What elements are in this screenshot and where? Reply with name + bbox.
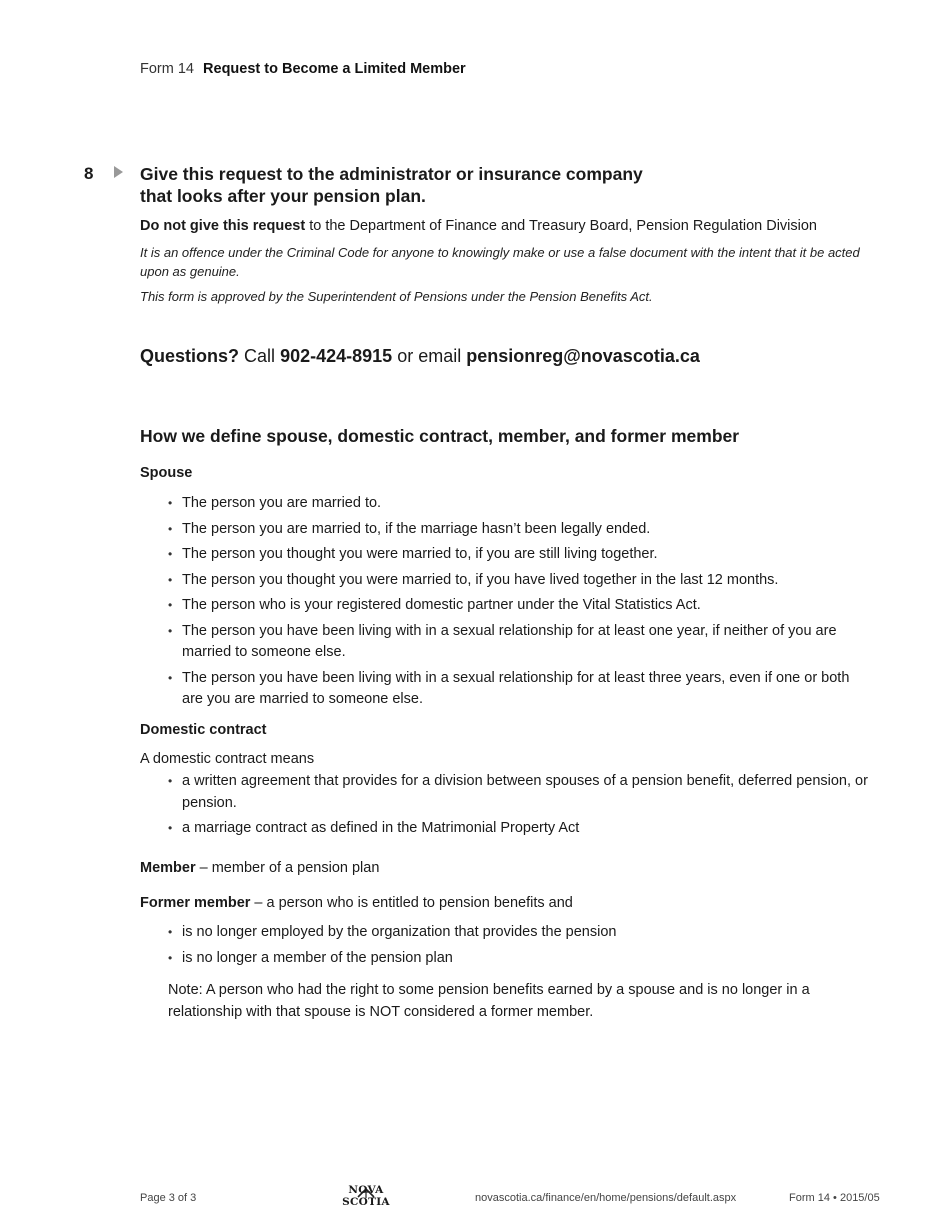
questions-line [140, 346, 700, 367]
domestic-intro: A domestic contract means [140, 751, 315, 767]
logo-text: NOVA SCOTIA [342, 1184, 390, 1208]
footer-bullet: • [833, 1192, 837, 1204]
footer-date: 2015/05 [839, 1192, 880, 1204]
questions-or-email: or email [397, 346, 462, 366]
list-item: • The person you are married to, if the marriage hasn’t been legally ended. [168, 519, 868, 541]
questions-label: Questions? [140, 346, 240, 366]
page-header [140, 61, 466, 77]
list-item: • is no longer employed by the organization that provides the pension [168, 922, 868, 944]
form-label: Form 14 [140, 61, 194, 77]
member-term: Member [140, 860, 196, 876]
list-item: • The person you have been living with in a sexual relationship for at least one year, if neither of you are married to someone else. [168, 621, 868, 664]
nova-scotia-logo [326, 1186, 406, 1208]
list-item: • The person who is your registered domestic partner under the Vital Statistics Act. [168, 595, 868, 617]
step-number: 8 [84, 164, 94, 183]
do-not-give-rest: to the Department of Finance and Treasury Board, Pension Regulation Division [305, 218, 817, 234]
footer-url[interactable]: novascotia.ca/finance/en/home/pensions/default.aspx [475, 1192, 737, 1204]
form-title: Request to Become a Limited Member [203, 61, 466, 77]
domestic-heading: Domestic contract [140, 722, 267, 738]
step-arrow-icon [114, 166, 123, 178]
former-member-list [168, 922, 868, 973]
former-member-note: Note: A person who had the right to some pension benefits earned by a spouse and is no longer in a relationship with that spouse is NOT considered a former member. [168, 982, 810, 1020]
footer-form-id [789, 1192, 880, 1204]
step-heading-line2: that looks after your pension plan. [140, 186, 426, 206]
list-item: • The person you thought you were married to, if you have lived together in the last 12 months. [168, 570, 868, 592]
step-heading [140, 163, 643, 207]
phone-number[interactable]: 902-424-8915 [280, 346, 393, 366]
former-member-text: – a person who is entitled to pension benefits and [250, 895, 573, 911]
definitions-title: How we define spouse, domestic contract, member, and former member [140, 426, 740, 446]
page-number: Page 3 of 3 [140, 1192, 197, 1204]
list-item: • The person you thought you were married to, if you are still living together. [168, 544, 868, 566]
do-not-give-line [140, 216, 880, 237]
list-item: • a written agreement that provides for a division between spouses of a pension benefit, deferred pension, or pension. [168, 771, 868, 814]
former-member-definition [140, 893, 880, 914]
list-item: • a marriage contract as defined in the Matrimonial Property Act [168, 818, 868, 840]
footer-form-label: Form 14 [789, 1192, 830, 1204]
list-item: • is no longer a member of the pension plan [168, 948, 868, 970]
member-text: – member of a pension plan [195, 860, 380, 876]
step-heading-line1: Give this request to the administrator or insurance company [140, 164, 643, 184]
do-not-give-bold: Do not give this request [140, 218, 306, 234]
spouse-list [168, 493, 868, 715]
list-item: • The person you have been living with in a sexual relationship for at least three years, even if one or both are you are married to someone else. [168, 668, 868, 711]
former-member-term: Former member [140, 895, 251, 911]
domestic-list [168, 771, 868, 844]
offence-note: It is an offence under the Criminal Code for anyone to knowingly make or use a false document with the intent that it be acted upon as genuine. [140, 245, 860, 279]
questions-call: Call [244, 346, 276, 366]
member-definition [140, 858, 880, 879]
approval-note: This form is approved by the Superintendent of Pensions under the Pension Benefits Act. [140, 289, 653, 304]
list-item: • The person you are married to. [168, 493, 868, 515]
spouse-heading: Spouse [140, 465, 193, 481]
email-link[interactable]: pensionreg@novascotia.ca [466, 346, 700, 366]
